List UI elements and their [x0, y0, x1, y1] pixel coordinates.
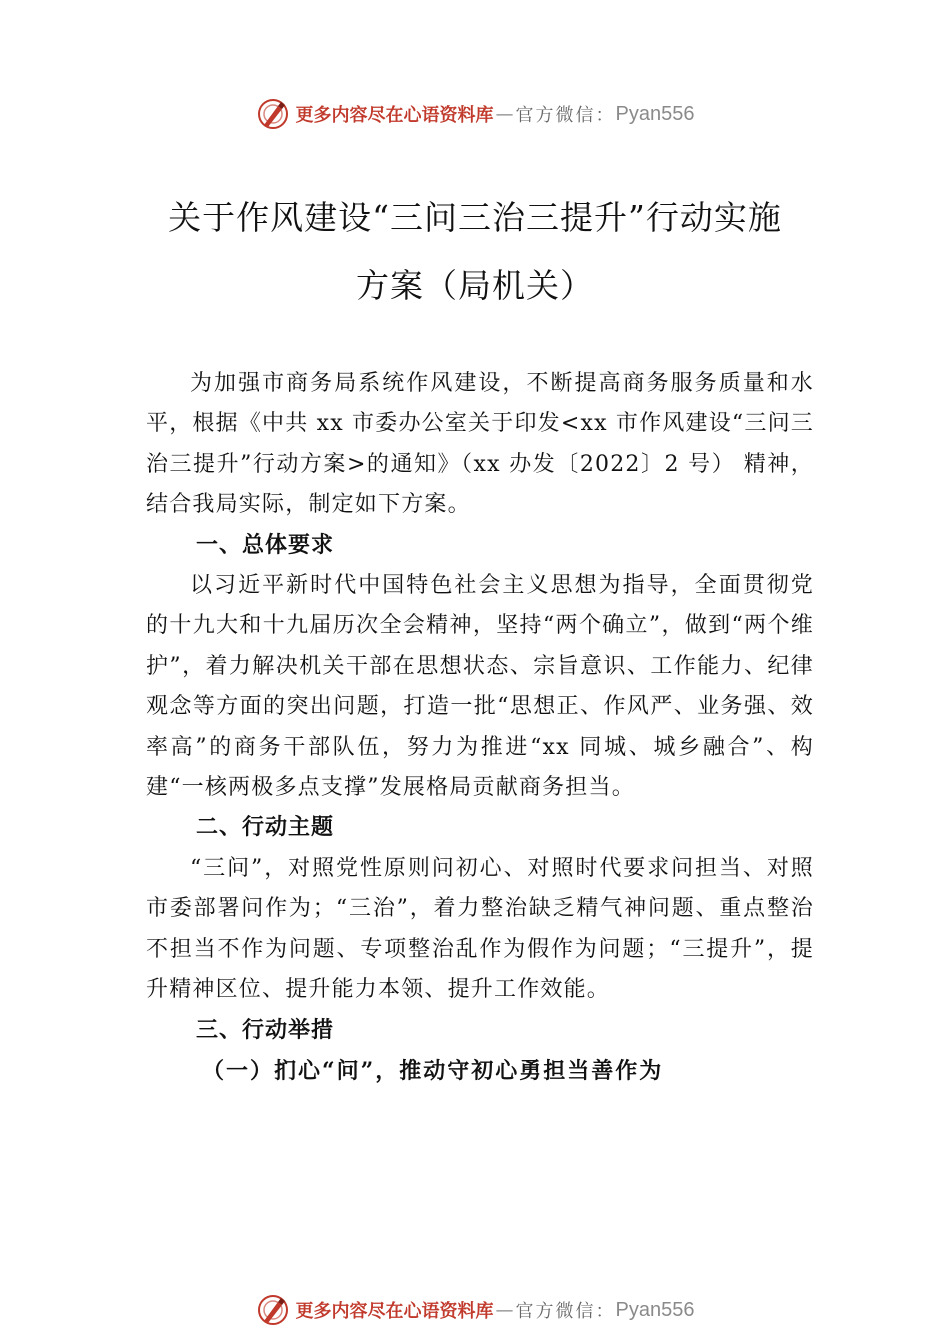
watermark-account: Pyan556	[615, 102, 695, 125]
watermark-label: 官方微信：	[515, 1301, 616, 1322]
pen-logo-icon	[256, 97, 290, 131]
watermark-text: 更多内容尽在心语资料库	[295, 105, 494, 126]
watermark-separator: —	[495, 1299, 514, 1321]
watermark-banner-bottom	[0, 1290, 950, 1330]
watermark-text: 更多内容尽在心语资料库	[295, 1301, 494, 1322]
section3-heading: 三、行动举措	[196, 1017, 335, 1043]
section1-paragraph: 以习近平新时代中国特色社会主义思想为指导，全面贯彻党的十九大和十九届历次全会精神，坚持“两个确立”，做到“两个维护”，着力解决机关干部在思想状态、宗旨意识、工作能力、纪律观念等方面的突出问题，打造一批“思想正、作风严、业务强、效率高”的商务干部队伍，努力为推进“xx 同城、城乡融合”、构建“一核两极多点支撑”发展格局贡献商务担当。	[146, 573, 814, 801]
watermark-label: 官方微信：	[515, 105, 616, 126]
section1-heading: 一、总体要求	[196, 532, 335, 558]
document-title-line1: 关于作风建设“三问三治三提升”行动实施	[168, 198, 782, 237]
document-title-line2: 方案（局机关）	[356, 266, 594, 305]
pen-logo-icon	[256, 1293, 290, 1327]
watermark-banner-top	[0, 94, 950, 134]
document-body	[146, 364, 814, 1091]
watermark-separator: —	[495, 103, 514, 125]
section2-paragraph: “三问”，对照党性原则问初心、对照时代要求问担当、对照市委部署问作为；“三治”，着力整治缺乏精气神问题、重点整治不担当不作为问题、专项整治乱作为假作为问题；“三提升”，提升精神区位、提升能力本领、提升工作效能。	[146, 855, 814, 1003]
intro-paragraph: 为加强市商务局系统作风建设，不断提高商务服务质量和水平，根据《中共 xx 市委办公室关于印发<xx 市作风建设“三问三治三提升”行动方案>的通知》（xx 办发〔2022〕2 号） 精神，结合我局实际，制定如下方案。	[146, 371, 814, 518]
watermark-account: Pyan556	[615, 1298, 695, 1321]
subsection1-heading: （一）扪心“问”，推动守初心勇担当善作为	[202, 1057, 664, 1084]
section2-heading: 二、行动主题	[196, 815, 335, 841]
